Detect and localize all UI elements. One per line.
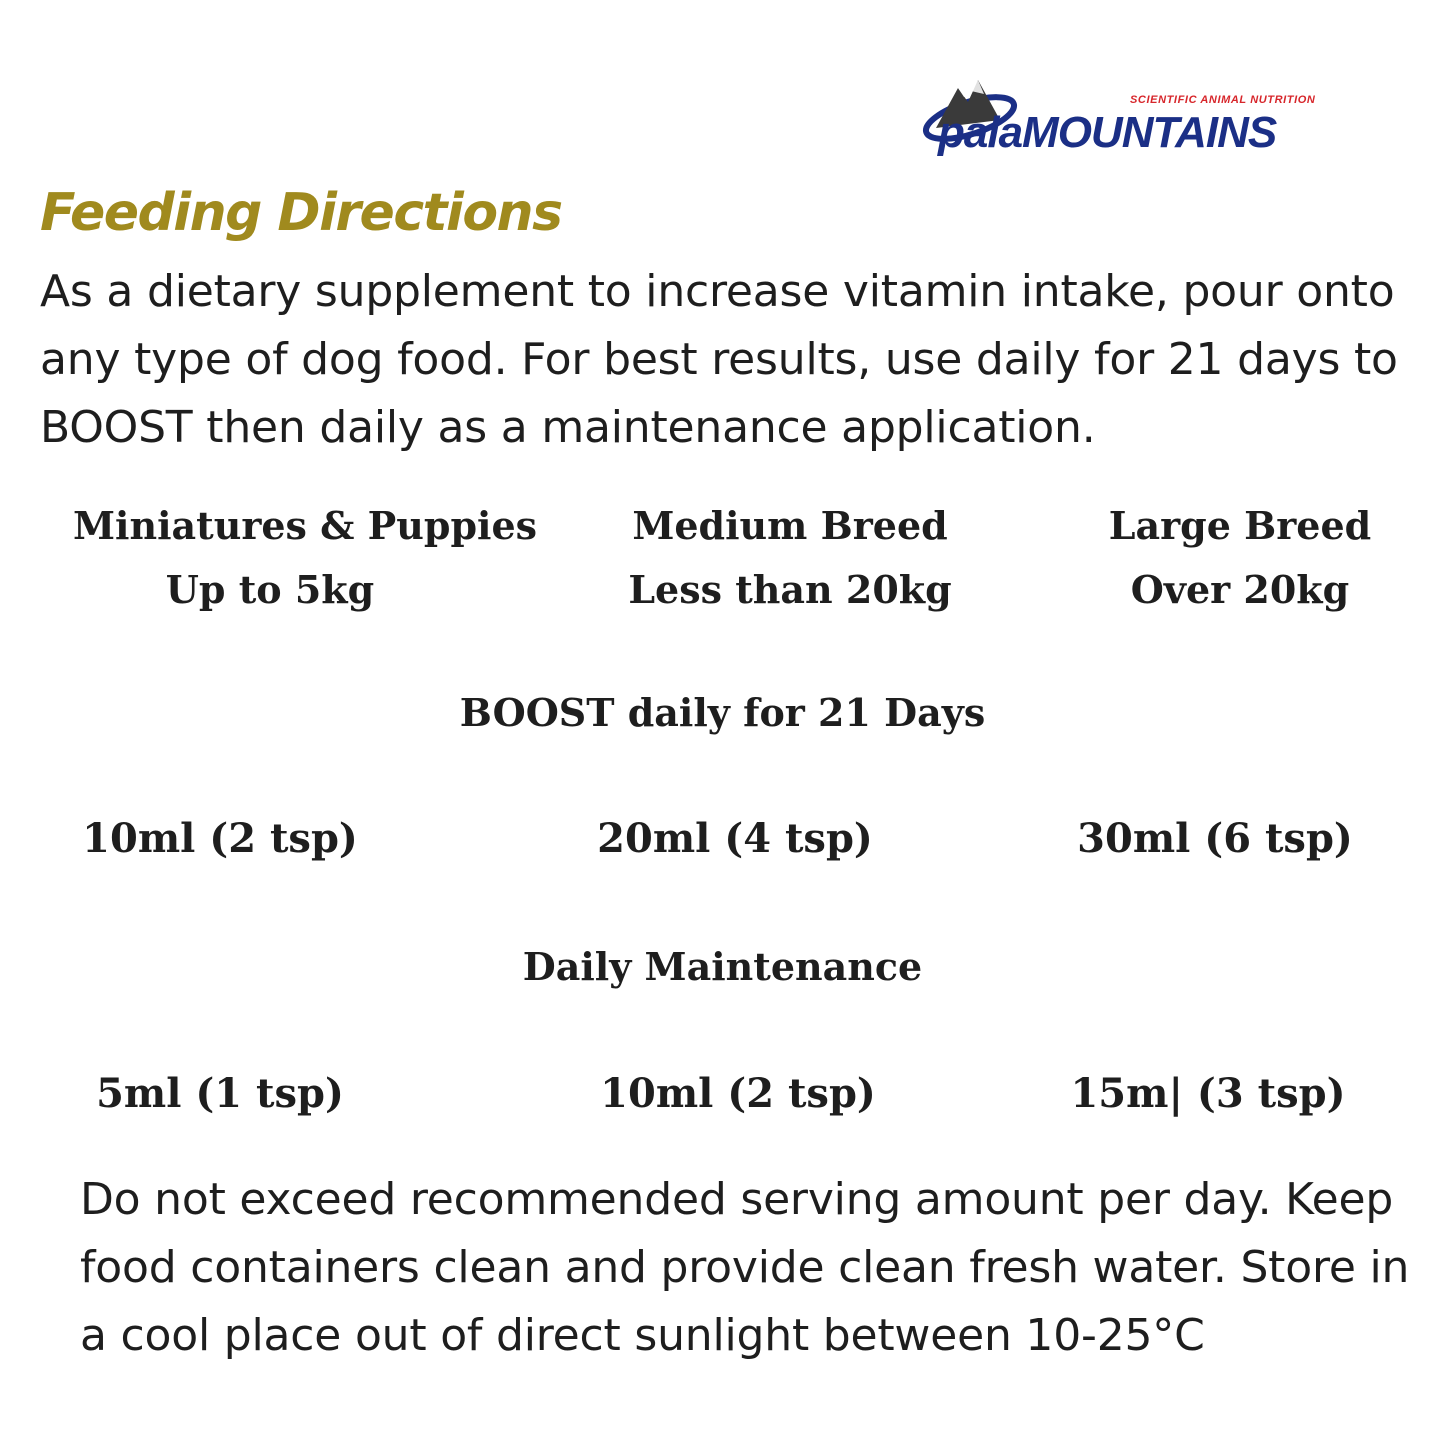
column-large-name: Large Breed <box>1108 503 1372 548</box>
logo-wordmark-prefix: pala <box>938 108 1023 157</box>
boost-amount-miniatures: 10ml (2 tsp) <box>82 815 358 862</box>
boost-amount-medium: 20ml (4 tsp) <box>597 815 873 862</box>
logo-wordmark-suffix: MOUNTAINS <box>1022 108 1277 157</box>
column-medium-name: Medium Breed <box>632 503 948 548</box>
column-large <box>1060 494 1420 622</box>
boost-label: BOOST daily for 21 Days <box>459 690 986 735</box>
intro-paragraph: As a dietary supplement to increase vitamin intake, pour onto any type of dog food. For best results, use daily for 21 days to BOOST then daily as a maintenance application. <box>40 266 1398 453</box>
maintenance-label: Daily Maintenance <box>522 944 923 989</box>
column-miniatures-weight: Up to 5kg <box>165 567 375 612</box>
boost-amount-large: 30ml (6 tsp) <box>1077 815 1353 862</box>
maintenance-amount-medium: 10ml (2 tsp) <box>600 1070 876 1117</box>
storage-instructions: Do not exceed recommended serving amount per day. Keep food containers clean and provide clean fresh water. Store in a cool place out of direct sunlight between 10-25°C <box>80 1174 1410 1361</box>
column-miniatures-name: Miniatures & Puppies <box>72 503 538 548</box>
maintenance-amount-large: 15m| (3 tsp) <box>1070 1070 1346 1117</box>
logo-tagline: SCIENTIFIC ANIMAL NUTRITION <box>1130 94 1316 106</box>
column-medium-weight: Less than 20kg <box>628 567 952 612</box>
column-medium <box>590 494 990 622</box>
maintenance-amount-miniatures: 5ml (1 tsp) <box>96 1070 344 1117</box>
page-title: Feeding Directions <box>40 183 562 243</box>
column-miniatures <box>40 494 570 622</box>
column-large-weight: Over 20kg <box>1130 567 1350 612</box>
logo-wordmark <box>938 108 1276 158</box>
brand-logo <box>918 70 1398 160</box>
